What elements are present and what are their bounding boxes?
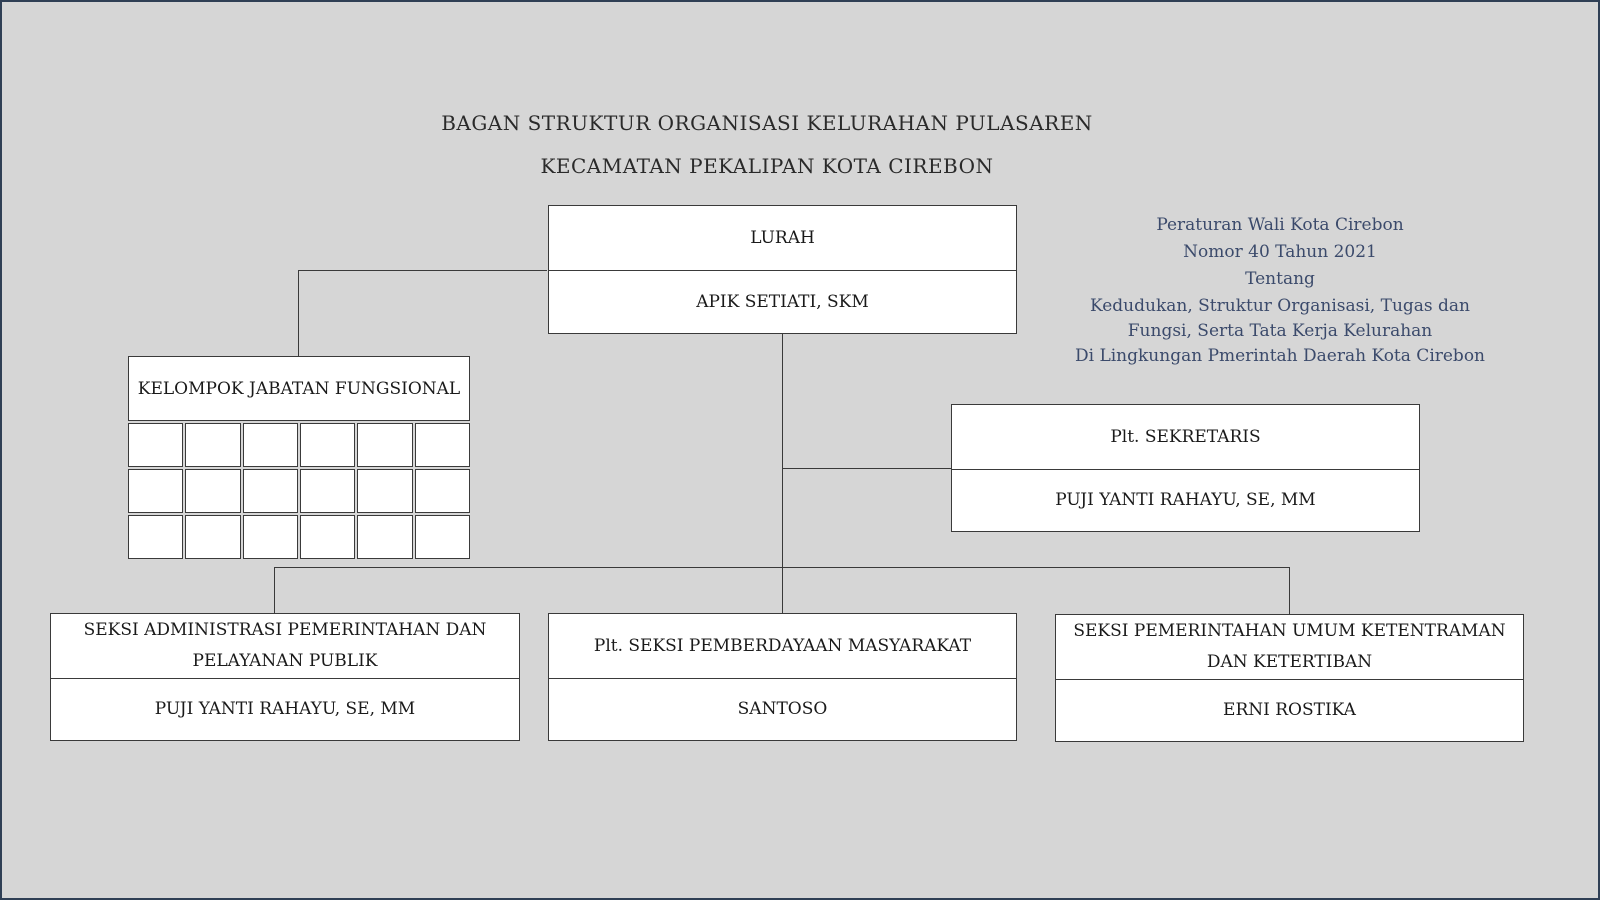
seksi-pemerintahan-name: ERNI ROSTIKA xyxy=(1223,700,1356,720)
seksi-admin-position xyxy=(51,614,519,679)
lurah-box xyxy=(548,205,1017,334)
seksi-pemerintahan-position-line1: SEKSI PEMERINTAHAN UMUM KETENTRAMAN xyxy=(1073,621,1506,641)
grid-cell xyxy=(185,469,240,513)
grid-cell xyxy=(357,515,412,559)
connector-seksi-bus xyxy=(274,567,1290,568)
seksi-admin-position-line1: SEKSI ADMINISTRASI PEMERINTAHAN DAN xyxy=(83,620,487,640)
seksi-pemberdayaan-name: SANTOSO xyxy=(737,699,828,719)
sekretaris-box xyxy=(951,404,1420,532)
connector-lurah-trunk xyxy=(782,334,783,613)
connector-sekretaris-h xyxy=(782,468,951,469)
seksi-admin-position-line2: PELAYANAN PUBLIK xyxy=(192,651,378,671)
regulation-line: Tentang xyxy=(1245,269,1315,289)
seksi-admin-name: PUJI YANTI RAHAYU, SE, MM xyxy=(154,699,416,719)
grid-cell xyxy=(185,515,240,559)
grid-cell xyxy=(357,469,412,513)
grid-cell xyxy=(128,423,183,467)
grid-cell xyxy=(243,423,298,467)
fungsional-position: KELOMPOK JABATAN FUNGSIONAL xyxy=(137,378,461,399)
chart-title-line1: BAGAN STRUKTUR ORGANISASI KELURAHAN PULASAREN xyxy=(441,111,1093,135)
regulation-note xyxy=(1060,212,1500,370)
fungsional-box xyxy=(128,356,470,421)
lurah-position: LURAH xyxy=(549,206,1016,271)
grid-cell xyxy=(128,469,183,513)
regulation-line: Peraturan Wali Kota Cirebon xyxy=(1156,215,1404,235)
connector-fungsional-v xyxy=(298,270,299,356)
regulation-line: Di Lingkungan Pmerintah Daerah Kota Cirebon xyxy=(1074,346,1486,366)
seksi-pemberdayaan-box xyxy=(548,613,1017,741)
sekretaris-position: Plt. SEKRETARIS xyxy=(952,405,1419,470)
grid-cell xyxy=(415,423,470,467)
seksi-pemerintahan-position-line2: DAN KETERTIBAN xyxy=(1206,652,1373,672)
regulation-line: Fungsi, Serta Tata Kerja Kelurahan xyxy=(1127,321,1433,341)
seksi-pemerintahan-position xyxy=(1056,615,1523,680)
sekretaris-name: PUJI YANTI RAHAYU, SE, MM xyxy=(1055,490,1316,510)
grid-cell xyxy=(185,423,240,467)
grid-cell xyxy=(300,423,355,467)
grid-cell xyxy=(357,423,412,467)
grid-cell xyxy=(300,515,355,559)
seksi-admin-box xyxy=(50,613,520,741)
connector-seksi-admin-v xyxy=(274,567,275,613)
connector-lurah-to-fungsional-h xyxy=(298,270,547,271)
lurah-name: APIK SETIATI, SKM xyxy=(696,291,869,312)
regulation-line: Nomor 40 Tahun 2021 xyxy=(1183,242,1377,262)
chart-title-line2: KECAMATAN PEKALIPAN KOTA CIREBON xyxy=(540,154,994,178)
grid-cell xyxy=(415,469,470,513)
seksi-pemerintahan-box xyxy=(1055,614,1524,742)
connector-seksi-pemerintahan-v xyxy=(1289,567,1290,614)
grid-cell xyxy=(300,469,355,513)
fungsional-grid xyxy=(128,423,470,559)
seksi-pemberdayaan-position: Plt. SEKSI PEMBERDAYAAN MASYARAKAT xyxy=(549,614,1016,679)
grid-cell xyxy=(243,515,298,559)
grid-cell xyxy=(243,469,298,513)
grid-cell xyxy=(128,515,183,559)
grid-cell xyxy=(415,515,470,559)
regulation-line: Kedudukan, Struktur Organisasi, Tugas dan xyxy=(1089,296,1471,316)
